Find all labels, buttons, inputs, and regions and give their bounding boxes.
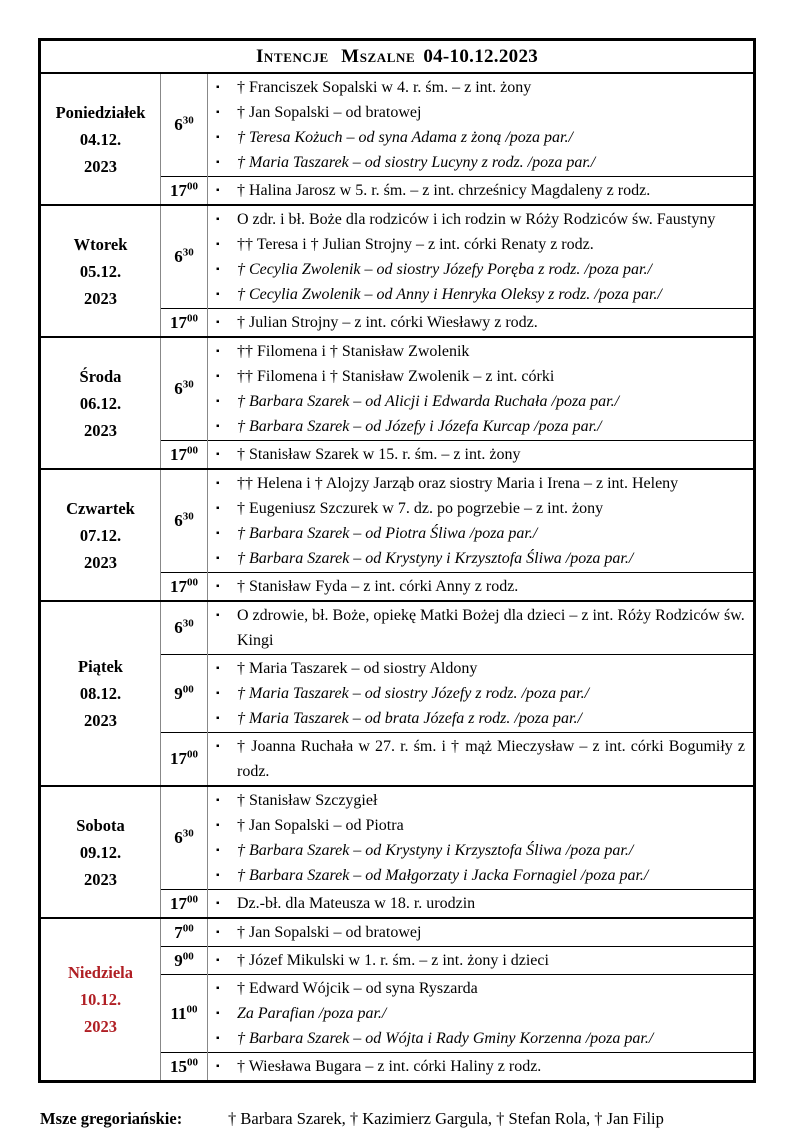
mass-intentions-table	[38, 38, 756, 1083]
bullet-square-icon: ▪	[216, 581, 220, 592]
mass-time-minutes: 00	[187, 1055, 198, 1068]
intentions-cell	[208, 177, 755, 206]
intention-item	[216, 838, 745, 863]
mass-time-hour: 9	[174, 950, 183, 970]
day-name: Sobota	[76, 815, 125, 835]
mass-time	[161, 890, 208, 919]
intention-item	[216, 1001, 745, 1026]
day-year: 2023	[84, 288, 117, 308]
intention-item	[216, 471, 745, 496]
mass-row	[40, 786, 755, 890]
gregorian-masses-names: † Barbara Szarek, † Kazimierz Gargula, † Stefan Rola, † Jan Filip	[228, 1109, 664, 1128]
day-year: 2023	[84, 420, 117, 440]
intention-item	[216, 1026, 745, 1051]
intention-text: † Barbara Szarek – od Józefy i Józefa Kurcap /poza par./	[237, 418, 602, 435]
intention-text: †† Teresa i † Julian Strojny – z int. córki Renaty z rodz.	[237, 236, 594, 253]
intention-text: † Edward Wójcik – od syna Ryszarda	[237, 980, 478, 997]
intention-item	[216, 389, 745, 414]
title-row	[40, 40, 755, 74]
bullet-square-icon: ▪	[216, 663, 220, 674]
intention-text: †† Helena i † Alojzy Jarząb oraz siostry Maria i Irena – z int. Heleny	[237, 475, 679, 492]
intention-item	[216, 496, 745, 521]
mass-time-hour: 17	[170, 312, 187, 332]
mass-time-minutes: 00	[187, 748, 198, 761]
intention-text: † Stanisław Szarek w 15. r. śm. – z int. żony	[237, 446, 521, 463]
intention-text: † Józef Mikulski w 1. r. śm. – z int. żony i dzieci	[237, 952, 549, 969]
mass-time	[161, 733, 208, 787]
bullet-square-icon: ▪	[216, 346, 220, 357]
title-dates: 04-10.12.2023	[423, 46, 539, 67]
mass-time	[161, 601, 208, 655]
mass-time-minutes: 30	[182, 510, 194, 523]
intentions-cell	[208, 947, 755, 975]
day-date: 10.12.	[79, 990, 122, 1009]
intention-item	[216, 706, 745, 731]
mass-time-minutes: 00	[187, 311, 198, 324]
bullet-square-icon: ▪	[216, 239, 220, 250]
mass-time-minutes: 30	[182, 827, 194, 840]
intention-text: † Teresa Kożuch – od syna Adama z żoną /poza par./	[237, 129, 573, 146]
day-cell	[40, 469, 161, 601]
intentions-cell	[208, 337, 755, 441]
intention-text: † Barbara Szarek – od Krystyny i Krzysztofa Śliwa /poza par./	[237, 550, 634, 567]
intention-text: † Barbara Szarek – od Krystyny i Krzysztofa Śliwa /poza par./	[237, 842, 634, 859]
day-cell	[40, 337, 161, 469]
intention-text: † Maria Taszarek – od brata Józefa z rodz. /poza par./	[237, 710, 582, 727]
intention-text: † Jan Sopalski – od bratowej	[237, 924, 422, 941]
bullet-square-icon: ▪	[216, 264, 220, 275]
day-year: 2023	[84, 552, 117, 572]
intention-item	[216, 734, 745, 784]
mass-time-minutes: 30	[182, 246, 194, 259]
intention-text: † Franciszek Sopalski w 4. r. śm. – z int. żony	[237, 79, 532, 96]
mass-time-minutes: 00	[186, 1002, 198, 1015]
intention-text: † Julian Strojny – z int. córki Wiesławy z rodz.	[237, 314, 538, 331]
mass-time	[161, 655, 208, 733]
day-cell	[40, 73, 161, 205]
mass-time	[161, 469, 208, 573]
intention-text: † Stanisław Szczygieł	[237, 792, 378, 809]
table-title	[40, 40, 755, 74]
intention-item	[216, 75, 745, 100]
mass-time-minutes: 00	[187, 575, 198, 588]
mass-time-hour: 17	[170, 180, 187, 200]
intention-item	[216, 257, 745, 282]
intention-item	[216, 863, 745, 888]
intention-item	[216, 920, 745, 945]
bullet-square-icon: ▪	[216, 317, 220, 328]
intention-item	[216, 656, 745, 681]
bullet-square-icon: ▪	[216, 107, 220, 118]
intention-text: †† Filomena i † Stanisław Zwolenik – z int. córki	[237, 368, 555, 385]
bullet-square-icon: ▪	[216, 185, 220, 196]
intention-item	[216, 574, 745, 599]
intentions-cell	[208, 786, 755, 890]
intention-item	[216, 282, 745, 307]
mass-time	[161, 441, 208, 470]
day-date: 07.12.	[79, 525, 122, 545]
mass-time-minutes: 00	[182, 949, 194, 962]
intention-text: † Halina Jarosz w 5. r. śm. – z int. chrześnicy Magdaleny z rodz.	[237, 182, 651, 199]
mass-time-minutes: 00	[187, 179, 198, 192]
bullet-square-icon: ▪	[216, 795, 220, 806]
intentions-cell	[208, 890, 755, 919]
mass-row	[40, 73, 755, 177]
intention-item	[216, 681, 745, 706]
gregorian-masses	[38, 1109, 756, 1129]
bullet-square-icon: ▪	[216, 478, 220, 489]
mass-time-minutes: 00	[187, 443, 198, 456]
day-cell	[40, 205, 161, 337]
day-date: 09.12.	[79, 842, 122, 862]
bullet-square-icon: ▪	[216, 289, 220, 300]
day-year: 2023	[84, 711, 117, 730]
intention-item	[216, 232, 745, 257]
bullet-square-icon: ▪	[216, 1061, 220, 1072]
mass-time	[161, 1053, 208, 1082]
mass-time-minutes: 00	[187, 892, 198, 905]
intentions-cell	[208, 975, 755, 1053]
bullet-square-icon: ▪	[216, 371, 220, 382]
bullet-square-icon: ▪	[216, 132, 220, 143]
intentions-cell	[208, 918, 755, 947]
intention-item	[216, 546, 745, 571]
bullet-square-icon: ▪	[216, 610, 220, 621]
mass-time-hour: 11	[170, 1003, 187, 1023]
mass-time	[161, 337, 208, 441]
mass-time	[161, 786, 208, 890]
intention-text: † Barbara Szarek – od Wójta i Rady Gminy Korzenna /poza par./	[237, 1030, 654, 1047]
mass-time-minutes: 30	[182, 378, 194, 391]
mass-time	[161, 947, 208, 975]
intention-item	[216, 948, 745, 973]
intention-item	[216, 603, 745, 653]
intention-item	[216, 521, 745, 546]
mass-time	[161, 205, 208, 309]
mass-time	[161, 975, 208, 1053]
day-cell	[40, 786, 161, 918]
bullet-square-icon: ▪	[216, 927, 220, 938]
mass-row	[40, 601, 755, 655]
intention-text: † Maria Taszarek – od siostry Aldony	[237, 660, 478, 677]
bullet-square-icon: ▪	[216, 396, 220, 407]
intention-item	[216, 310, 745, 335]
day-date: 05.12.	[79, 261, 122, 281]
bullet-square-icon: ▪	[216, 870, 220, 881]
mass-time-hour: 6	[174, 247, 183, 266]
day-name: Wtorek	[73, 234, 128, 254]
intentions-cell	[208, 309, 755, 338]
intention-text: Za Parafian /poza par./	[237, 1005, 387, 1022]
bullet-square-icon: ▪	[216, 983, 220, 994]
intention-item	[216, 813, 745, 838]
bullet-square-icon: ▪	[216, 898, 220, 909]
bullet-square-icon: ▪	[216, 449, 220, 460]
mass-time-hour: 6	[174, 828, 183, 847]
bullet-square-icon: ▪	[216, 157, 220, 168]
intention-item	[216, 339, 745, 364]
day-cell	[40, 601, 161, 786]
mass-row	[40, 337, 755, 441]
intention-text: O zdr. i bł. Boże dla rodziców i ich rodzin w Róży Rodziców św. Faustyny	[237, 211, 716, 228]
intentions-cell	[208, 573, 755, 602]
intention-item	[216, 414, 745, 439]
mass-time	[161, 918, 208, 947]
day-name: Czwartek	[66, 498, 135, 518]
mass-time-hour: 6	[174, 618, 183, 637]
intentions-cell	[208, 655, 755, 733]
day-date: 04.12.	[79, 129, 122, 149]
intention-item	[216, 150, 745, 175]
bullet-square-icon: ▪	[216, 741, 220, 752]
bullet-square-icon: ▪	[216, 82, 220, 93]
day-name: Piątek	[78, 657, 123, 676]
day-name: Środa	[79, 366, 122, 386]
mass-time-minutes: 00	[182, 682, 194, 695]
intentions-cell	[208, 73, 755, 177]
mass-time	[161, 177, 208, 206]
mass-time-hour: 7	[174, 922, 183, 942]
schedule-body	[40, 73, 755, 1082]
mass-time-hour: 6	[174, 115, 183, 134]
bullet-square-icon: ▪	[216, 1008, 220, 1019]
bullet-square-icon: ▪	[216, 214, 220, 225]
intentions-cell	[208, 733, 755, 787]
intention-item	[216, 178, 745, 203]
mass-time	[161, 309, 208, 338]
mass-time-minutes: 30	[182, 114, 194, 127]
gregorian-masses-label: Msze gregoriańskie:	[40, 1109, 183, 1128]
intentions-cell	[208, 441, 755, 470]
intention-text: † Barbara Szarek – od Małgorzaty i Jacka Fornagiel /poza par./	[237, 867, 649, 884]
intentions-cell	[208, 205, 755, 309]
bullet-square-icon: ▪	[216, 528, 220, 539]
intention-text: † Cecylia Zwolenik – od Anny i Henryka Oleksy z rodz. /poza par./	[237, 286, 662, 303]
intention-text: † Wiesława Bugara – z int. córki Haliny z rodz.	[237, 1058, 542, 1075]
intention-text: † Stanisław Fyda – z int. córki Anny z rodz.	[237, 578, 519, 595]
bullet-square-icon: ▪	[216, 421, 220, 432]
intention-item	[216, 207, 745, 232]
mass-time	[161, 73, 208, 177]
bullet-square-icon: ▪	[216, 820, 220, 831]
day-year: 2023	[84, 156, 117, 176]
intention-text: † Barbara Szarek – od Piotra Śliwa /poza par./	[237, 525, 538, 542]
day-cell	[40, 918, 161, 1082]
mass-time-hour: 6	[174, 379, 183, 398]
bullet-square-icon: ▪	[216, 713, 220, 724]
mass-row	[40, 469, 755, 573]
bullet-square-icon: ▪	[216, 1033, 220, 1044]
mass-time-hour: 9	[174, 683, 183, 703]
mass-time-minutes: 30	[182, 617, 194, 630]
intention-text: Dz.-bł. dla Mateusza w 18. r. urodzin	[237, 895, 476, 912]
intention-item	[216, 100, 745, 125]
intention-text: † Jan Sopalski – od bratowej	[237, 104, 422, 121]
intention-text: † Jan Sopalski – od Piotra	[237, 817, 404, 834]
intentions-cell	[208, 469, 755, 573]
intention-item	[216, 891, 745, 916]
bullet-square-icon: ▪	[216, 688, 220, 699]
bullet-square-icon: ▪	[216, 503, 220, 514]
title-text: Intencje Mszalne	[255, 46, 416, 67]
intention-text: † Cecylia Zwolenik – od siostry Józefy Poręba z rodz. /poza par./	[237, 261, 652, 278]
intention-text: † Maria Taszarek – od siostry Lucyny z rodz. /poza par./	[237, 154, 596, 171]
intention-item	[216, 364, 745, 389]
day-name: Niedziela	[67, 963, 134, 982]
day-date: 06.12.	[79, 393, 122, 413]
intention-text: †† Filomena i † Stanisław Zwolenik	[237, 343, 470, 360]
intention-item	[216, 125, 745, 150]
intentions-cell	[208, 1053, 755, 1082]
day-date: 08.12.	[79, 684, 122, 703]
intention-text: † Joanna Ruchała w 27. r. śm. i † mąż Mieczysław – z int. córki Bogumiły z rodz.	[237, 738, 745, 780]
intention-text: † Barbara Szarek – od Alicji i Edwarda Ruchała /poza par./	[237, 393, 620, 410]
intention-text: O zdrowie, bł. Boże, opiekę Matki Bożej dla dzieci – z int. Róży Rodziców św. Kingi	[237, 607, 745, 649]
mass-time-hour: 17	[170, 576, 187, 596]
mass-row	[40, 918, 755, 947]
intention-item	[216, 1054, 745, 1079]
mass-time-hour: 6	[174, 511, 183, 530]
intention-text: † Eugeniusz Szczurek w 7. dz. po pogrzebie – z int. żony	[237, 500, 604, 517]
bullet-square-icon: ▪	[216, 845, 220, 856]
intention-item	[216, 442, 745, 467]
mass-time-hour: 17	[170, 749, 187, 768]
intention-item	[216, 976, 745, 1001]
intention-item	[216, 788, 745, 813]
day-year: 2023	[84, 1017, 117, 1036]
bullet-square-icon: ▪	[216, 955, 220, 966]
day-name: Poniedziałek	[55, 102, 146, 122]
mass-time-hour: 15	[170, 1056, 187, 1076]
mass-row	[40, 205, 755, 309]
mass-time-hour: 17	[170, 444, 187, 464]
mass-time	[161, 573, 208, 602]
day-year: 2023	[84, 869, 117, 889]
intention-text: † Maria Taszarek – od siostry Józefy z rodz. /poza par./	[237, 685, 590, 702]
intentions-cell	[208, 601, 755, 655]
mass-time-minutes: 00	[182, 921, 194, 934]
mass-time-hour: 17	[170, 893, 187, 913]
bullet-square-icon: ▪	[216, 553, 220, 564]
